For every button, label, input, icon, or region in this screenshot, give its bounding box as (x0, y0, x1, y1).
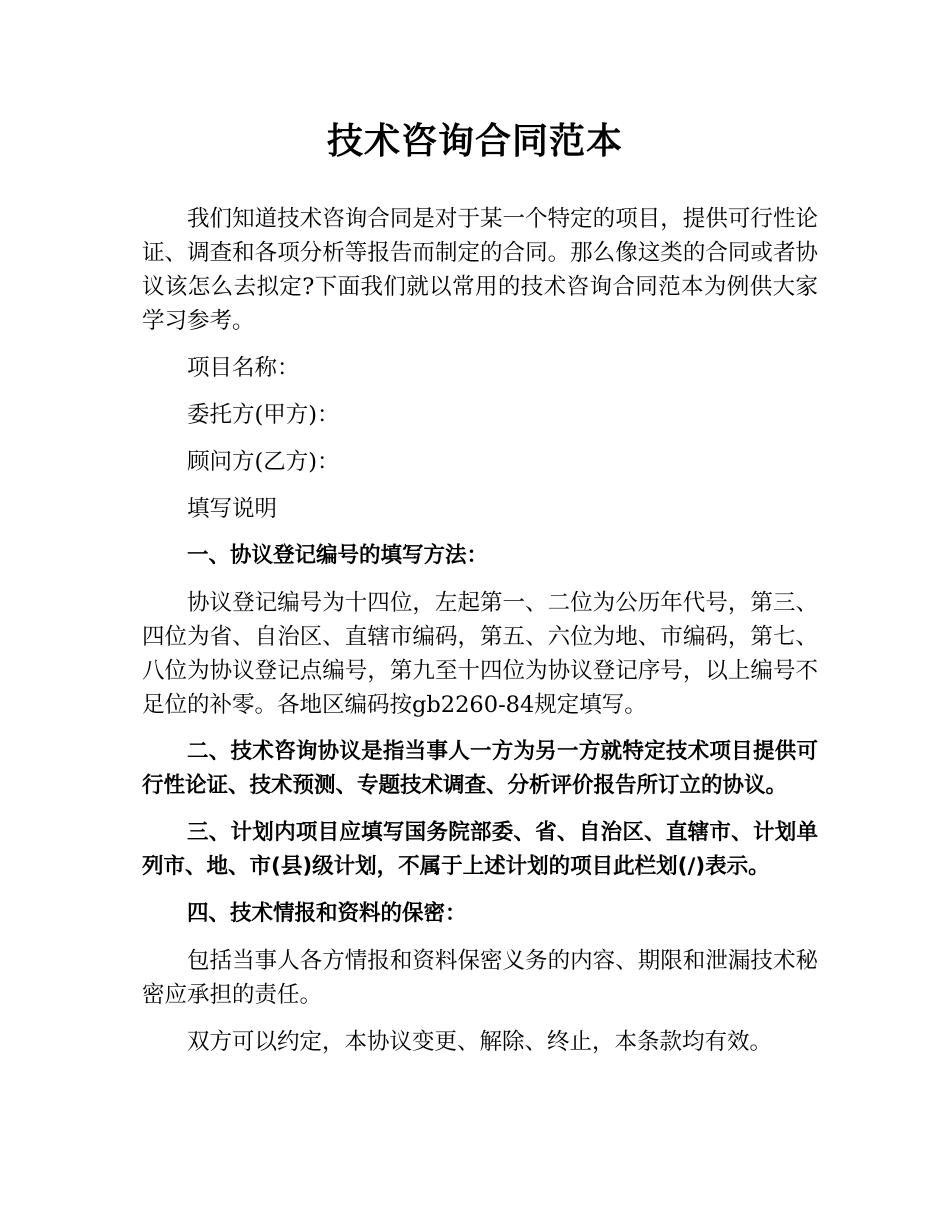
closing-paragraph: 双方可以约定，本协议变更、解除、终止，本条款均有效。 (187, 1029, 773, 1055)
section-4-heading: 四、技术情报和资料的保密： (187, 901, 467, 926)
project-name-field: 项目名称： (187, 355, 300, 381)
section-1-body: 协议登记编号为十四位，左起第一、二位为公历年代号，第三、四位为省、自治区、直辖市编码，第五、六位为地、市编码，第七、八位为协议登记点编号，第九至十四位为协议登记序号，以上编号不足位的补零。各地区编码按gb2260-84规定填写。 (142, 590, 818, 718)
section-2-paragraph: 二、技术咨询协议是指当事人一方为另一方就特定技术项目提供可行性论证、技术预测、专题技术调查、分析评价报告所订立的协议。 (142, 739, 818, 798)
intro-paragraph: 我们知道技术咨询合同是对于某一个特定的项目，提供可行性论证、调查和各项分析等报告而制定的合同。那么像这类的合同或者协议该怎么去拟定?下面我们就以常用的技术咨询合同范本为例供大家学习参考。 (142, 206, 818, 334)
client-party-field: 委托方(甲方)： (187, 402, 340, 428)
section-3-paragraph: 三、计划内项目应填写国务院部委、省、自治区、直辖市、计划单列市、地、市(县)级计划，不属于上述计划的项目此栏划(/)表示。 (142, 820, 818, 879)
document-title: 技术咨询合同范本 (326, 121, 623, 162)
section-1-heading: 一、协议登记编号的填写方法： (187, 543, 489, 568)
consultant-party-field: 顾问方(乙方)： (187, 449, 340, 475)
instructions-heading: 填写说明 (187, 496, 278, 522)
document-body (142, 202, 818, 1072)
section-4-body: 包括当事人各方情报和资料保密义务的内容、期限和泄漏技术秘密应承担的责任。 (142, 948, 818, 1008)
